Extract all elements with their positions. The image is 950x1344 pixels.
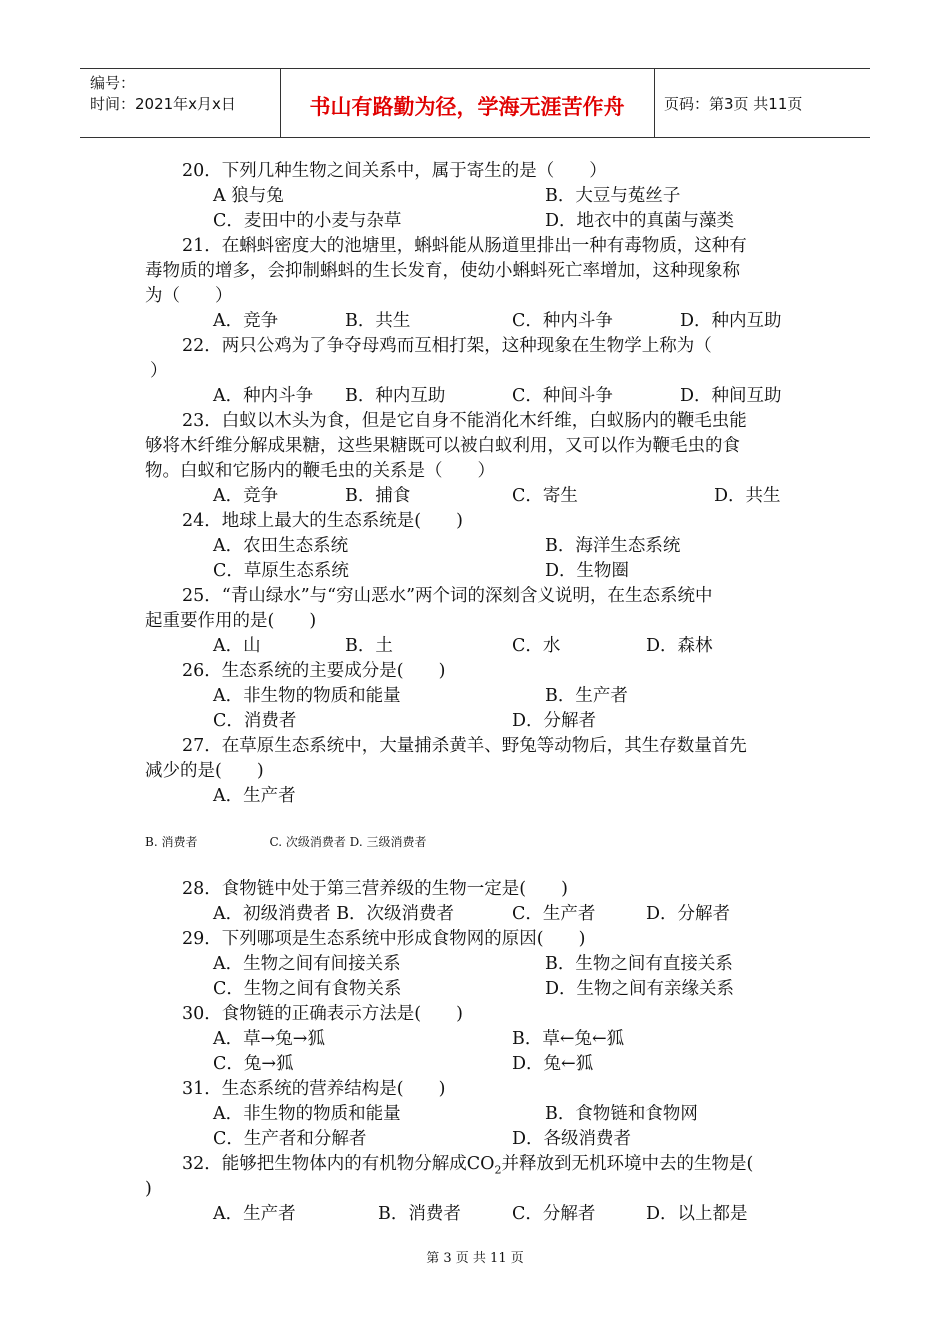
option-b: B．生物之间有直接关系 <box>545 954 733 974</box>
option-b: B．土 <box>345 636 393 656</box>
option-a: A．山 <box>213 636 261 656</box>
option-d: D．兔←狐 <box>512 1054 594 1074</box>
question-25-stem: 起重要作用的是( ) <box>145 611 317 631</box>
option-b: B．生产者 <box>545 686 628 706</box>
question-23-stem: 够将木纤维分解成果糖，这些果糖既可以被白蚁利用，又可以作为鞭毛虫的食 <box>145 436 740 456</box>
option-b: B．捕食 <box>345 486 411 506</box>
question-26-stem: 26．生态系统的主要成分是( ) <box>182 661 446 681</box>
subscript-2: 2 <box>494 1163 502 1177</box>
question-22-stem: ） <box>150 361 168 381</box>
question-21-stem: 21．在蝌蚪密度大的池塘里，蝌蚪能从肠道里排出一种有毒物质，这种有 <box>182 236 747 256</box>
question-25-stem: 25．“青山绿水”与“穷山恶水”两个词的深刻含义说明，在生态系统中 <box>182 586 713 606</box>
option-d: D．共生 <box>714 486 781 506</box>
question-21-stem: 毒物质的增多，会抑制蝌蚪的生长发育，使幼小蝌蚪死亡率增加，这种现象称 <box>145 261 740 281</box>
option-d: D．种内互助 <box>680 311 782 331</box>
stem-text: 并释放到无机环境中去的生物是( <box>501 1154 754 1174</box>
options-bcd-small: B. 消费者 C. 次级消费者 D. 三级消费者 <box>145 835 427 849</box>
page-header <box>80 68 870 138</box>
option-c: C．种间斗争 <box>512 386 613 406</box>
header-meta <box>90 73 236 115</box>
option-c: C．生物之间有食物关系 <box>213 979 402 999</box>
option-d: D．种间互助 <box>680 386 782 406</box>
question-27-stem: 减少的是( ) <box>145 761 264 781</box>
option-d: D．分解者 <box>512 711 597 731</box>
option-b: B．大豆与菟丝子 <box>545 186 681 206</box>
option-b: B．食物链和食物网 <box>545 1104 698 1124</box>
option-c: C．分解者 <box>512 1204 596 1224</box>
page-footer: 第 3 页 共 11 页 <box>426 1251 524 1266</box>
question-28-stem: 28．食物链中处于第三营养级的生物一定是( ) <box>182 879 568 899</box>
option-a: A．种内斗争 <box>213 386 314 406</box>
question-20-stem: 20．下列几种生物之间关系中，属于寄生的是（ ） <box>182 161 607 181</box>
option-b: B．草←兔←狐 <box>512 1029 625 1049</box>
question-23-stem: 物。白蚁和它肠内的鞭毛虫的关系是（ ） <box>145 461 495 481</box>
option-c: C．消费者 <box>213 711 297 731</box>
question-27-stem: 27．在草原生态系统中，大量捕杀黄羊、野兔等动物后，其生存数量首先 <box>182 736 747 756</box>
question-32-stem <box>182 1153 753 1182</box>
question-32-stem: ) <box>145 1179 152 1199</box>
option-c: C．种内斗争 <box>512 311 613 331</box>
question-30-stem: 30．食物链的正确表示方法是( ) <box>182 1004 463 1024</box>
option-b: B．种内互助 <box>345 386 446 406</box>
option-a: A．生产者 <box>213 786 296 806</box>
option-d: D．地衣中的真菌与藻类 <box>545 211 735 231</box>
stem-text: 32．能够把生物体内的有机物分解成CO <box>182 1154 495 1174</box>
option-c: C．麦田中的小麦与杂草 <box>213 211 402 231</box>
question-23-stem: 23．白蚁以木头为食，但是它自身不能消化木纤维，白蚁肠内的鞭毛虫能 <box>182 411 747 431</box>
option-b: B．海洋生态系统 <box>545 536 681 556</box>
option-c: C．兔→狐 <box>213 1054 294 1074</box>
option-c: C．寄生 <box>512 486 578 506</box>
option-d: D．以上都是 <box>646 1204 748 1224</box>
option-a: A 狼与兔 <box>213 186 284 206</box>
question-22-stem: 22．两只公鸡为了争夺母鸡而互相打架，这种现象在生物学上称为（ <box>182 336 712 356</box>
option-d: D．生物之间有亲缘关系 <box>545 979 735 999</box>
option-b: B．共生 <box>345 311 411 331</box>
option-b: B．消费者 <box>378 1204 461 1224</box>
option-a: A．竞争 <box>213 311 279 331</box>
option-ab: A．初级消费者 B．次级消费者 <box>213 904 455 924</box>
header-page-info: 页码：第3页 共11页 <box>664 95 803 113</box>
option-d: D．各级消费者 <box>512 1129 632 1149</box>
question-21-stem: 为（ ） <box>145 286 233 306</box>
question-31-stem: 31．生态系统的营养结构是( ) <box>182 1079 446 1099</box>
option-a: A．农田生态系统 <box>213 536 349 556</box>
option-a: A．生产者 <box>213 1204 296 1224</box>
option-d: D．生物圈 <box>545 561 630 581</box>
option-a: A．竞争 <box>213 486 279 506</box>
option-d: D．森林 <box>646 636 713 656</box>
date-label: 时间：2021年x月x日 <box>90 95 236 113</box>
header-divider <box>654 69 655 137</box>
option-a: A．生物之间有间接关系 <box>213 954 401 974</box>
option-d: D．分解者 <box>646 904 731 924</box>
question-24-stem: 24．地球上最大的生态系统是( ) <box>182 511 463 531</box>
option-a: A．草→兔→狐 <box>213 1029 325 1049</box>
code-label: 编号： <box>90 74 136 92</box>
option-a: A．非生物的物质和能量 <box>213 686 401 706</box>
option-c: C．草原生态系统 <box>213 561 349 581</box>
option-c: C．水 <box>512 636 561 656</box>
question-29-stem: 29．下列哪项是生态系统中形成食物网的原因( ) <box>182 929 586 949</box>
header-motto: 书山有路勤为径，学海无涯苦作舟 <box>309 95 625 119</box>
option-a: A．非生物的物质和能量 <box>213 1104 401 1124</box>
option-c: C．生产者 <box>512 904 596 924</box>
option-c: C．生产者和分解者 <box>213 1129 367 1149</box>
